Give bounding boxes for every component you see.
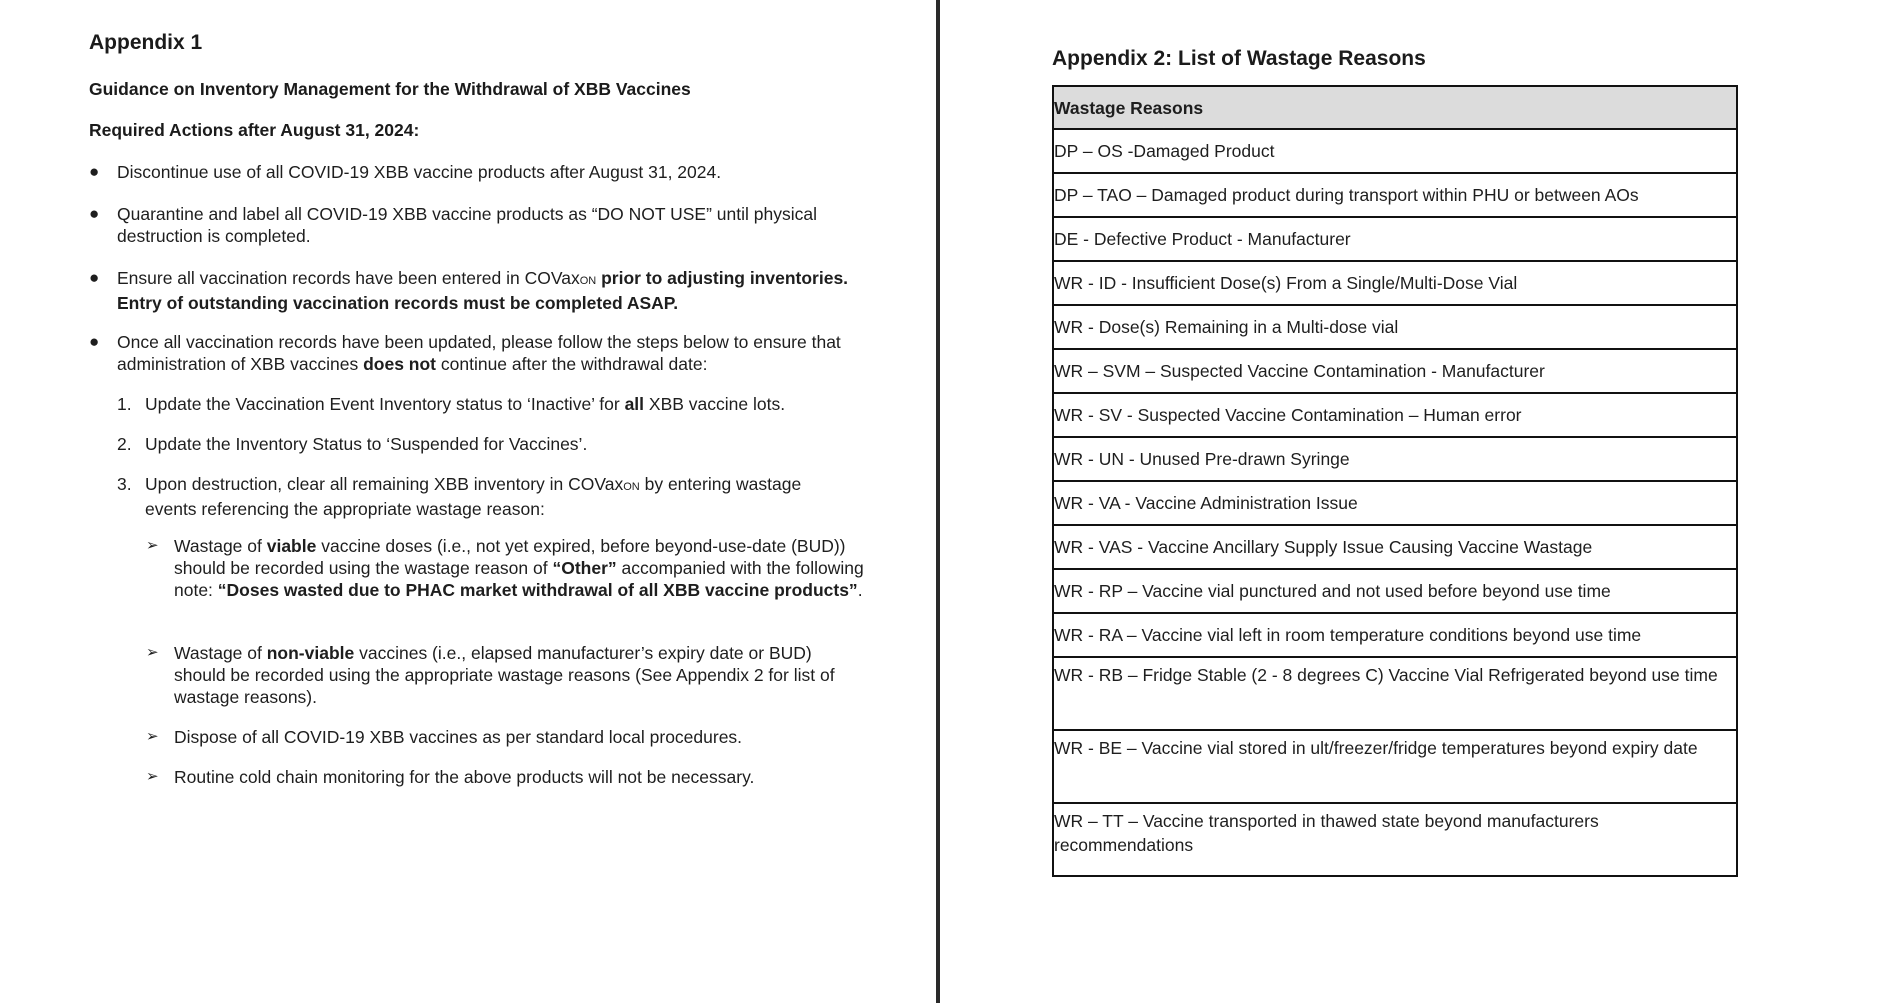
table-cell: DP – TAO – Damaged product during transport within PHU or between AOs bbox=[1053, 173, 1737, 217]
bullet-dot: ● bbox=[89, 268, 100, 287]
page-divider bbox=[936, 0, 940, 1003]
wastage-reasons-table bbox=[1052, 85, 1738, 877]
table-row bbox=[1053, 393, 1737, 437]
table-cell: WR – SVM – Suspected Vaccine Contamination - Manufacturer bbox=[1053, 349, 1737, 393]
table-cell: WR – TT – Vaccine transported in thawed state beyond manufacturers recommendations bbox=[1053, 803, 1737, 876]
table-row bbox=[1053, 261, 1737, 305]
table-row bbox=[1053, 730, 1737, 803]
table-cell: WR - RB – Fridge Stable (2 - 8 degrees C) Vaccine Vial Refrigerated beyond use time bbox=[1053, 657, 1737, 730]
table-row bbox=[1053, 525, 1737, 569]
table-row bbox=[1053, 803, 1737, 876]
bullet-dot: ● bbox=[89, 204, 100, 223]
table-row bbox=[1053, 217, 1737, 261]
table-cell: WR - RA – Vaccine vial left in room temperature conditions beyond use time bbox=[1053, 613, 1737, 657]
step-number: 2. bbox=[117, 434, 132, 454]
table-row bbox=[1053, 569, 1737, 613]
step-text: Update the Inventory Status to ‘Suspended for Vaccines’. bbox=[145, 434, 588, 454]
bullet-dot: ● bbox=[89, 162, 100, 181]
table-row bbox=[1053, 613, 1737, 657]
table-cell: WR - VAS - Vaccine Ancillary Supply Issue Causing Vaccine Wastage bbox=[1053, 525, 1737, 569]
appendix-2-title: Appendix 2: List of Wastage Reasons bbox=[1052, 47, 1426, 70]
bullet-text: Discontinue use of all COVID-19 XBB vaccine products after August 31, 2024. bbox=[117, 162, 722, 182]
table-header-cell: Wastage Reasons bbox=[1053, 86, 1737, 129]
sub-item-text: Wastage of non-viable vaccines (i.e., elapsed manufacturer’s expiry date or BUD) should be recorded using the appropriate wastage reasons (See Appendix 2 for list of wastage reasons). bbox=[174, 643, 835, 707]
table-row bbox=[1053, 173, 1737, 217]
guidance-heading: Guidance on Inventory Management for the Withdrawal of XBB Vaccines bbox=[89, 79, 691, 99]
table-row bbox=[1053, 129, 1737, 173]
step-number: 1. bbox=[117, 394, 132, 414]
arrow-bullet-icon: ➢ bbox=[146, 644, 159, 661]
sub-item-text: Dispose of all COVID-19 XBB vaccines as per standard local procedures. bbox=[174, 727, 743, 747]
table-row bbox=[1053, 349, 1737, 393]
step-text: Upon destruction, clear all remaining XBB inventory in COVaxON by entering wastage events referencing the appropriate wastage reason: bbox=[145, 474, 802, 519]
table-cell: WR - Dose(s) Remaining in a Multi-dose vial bbox=[1053, 305, 1737, 349]
appendix-1-page bbox=[0, 0, 936, 1003]
arrow-bullet-icon: ➢ bbox=[146, 537, 159, 554]
table-row bbox=[1053, 305, 1737, 349]
arrow-bullet-icon: ➢ bbox=[146, 768, 159, 785]
table-cell: WR - SV - Suspected Vaccine Contamination – Human error bbox=[1053, 393, 1737, 437]
appendix-1-title: Appendix 1 bbox=[89, 31, 203, 54]
bullet-dot: ● bbox=[89, 332, 100, 351]
bullet-text: Ensure all vaccination records have been entered in COVaxON prior to adjusting inventories. Entry of outstanding vaccination records must be completed ASAP. bbox=[117, 268, 849, 313]
table-cell: WR - BE – Vaccine vial stored in ult/freezer/fridge temperatures beyond expiry date bbox=[1053, 730, 1737, 803]
table-cell: DP – OS -Damaged Product bbox=[1053, 129, 1737, 173]
table-cell: WR - UN - Unused Pre-drawn Syringe bbox=[1053, 437, 1737, 481]
table-row bbox=[1053, 437, 1737, 481]
table-cell: WR - RP – Vaccine vial punctured and not used before beyond use time bbox=[1053, 569, 1737, 613]
step-text: Update the Vaccination Event Inventory status to ‘Inactive’ for all XBB vaccine lots. bbox=[145, 394, 786, 414]
table-header-row bbox=[1053, 86, 1737, 129]
table-cell: WR - VA - Vaccine Administration Issue bbox=[1053, 481, 1737, 525]
step-number: 3. bbox=[117, 474, 132, 494]
table-row bbox=[1053, 657, 1737, 730]
required-actions-heading: Required Actions after August 31, 2024: bbox=[89, 120, 420, 140]
table-cell: WR - ID - Insufficient Dose(s) From a Single/Multi-Dose Vial bbox=[1053, 261, 1737, 305]
table-cell: DE - Defective Product - Manufacturer bbox=[1053, 217, 1737, 261]
sub-item-text: Wastage of viable vaccine doses (i.e., not yet expired, before beyond-use-date (BUD)) should be recorded using the wastage reason of “Other” accompanied with the following note: “Doses wasted due to PHAC market withdrawal of all XBB vaccine products”. bbox=[174, 536, 864, 600]
table-row bbox=[1053, 481, 1737, 525]
sub-item-text: Routine cold chain monitoring for the above products will not be necessary. bbox=[174, 767, 755, 787]
bullet-text: Quarantine and label all COVID-19 XBB vaccine products as “DO NOT USE” until physical destruction is completed. bbox=[117, 204, 817, 246]
arrow-bullet-icon: ➢ bbox=[146, 728, 159, 745]
bullet-text: Once all vaccination records have been updated, please follow the steps below to ensure that administration of XBB vaccines does not continue after the withdrawal date: bbox=[117, 332, 841, 374]
